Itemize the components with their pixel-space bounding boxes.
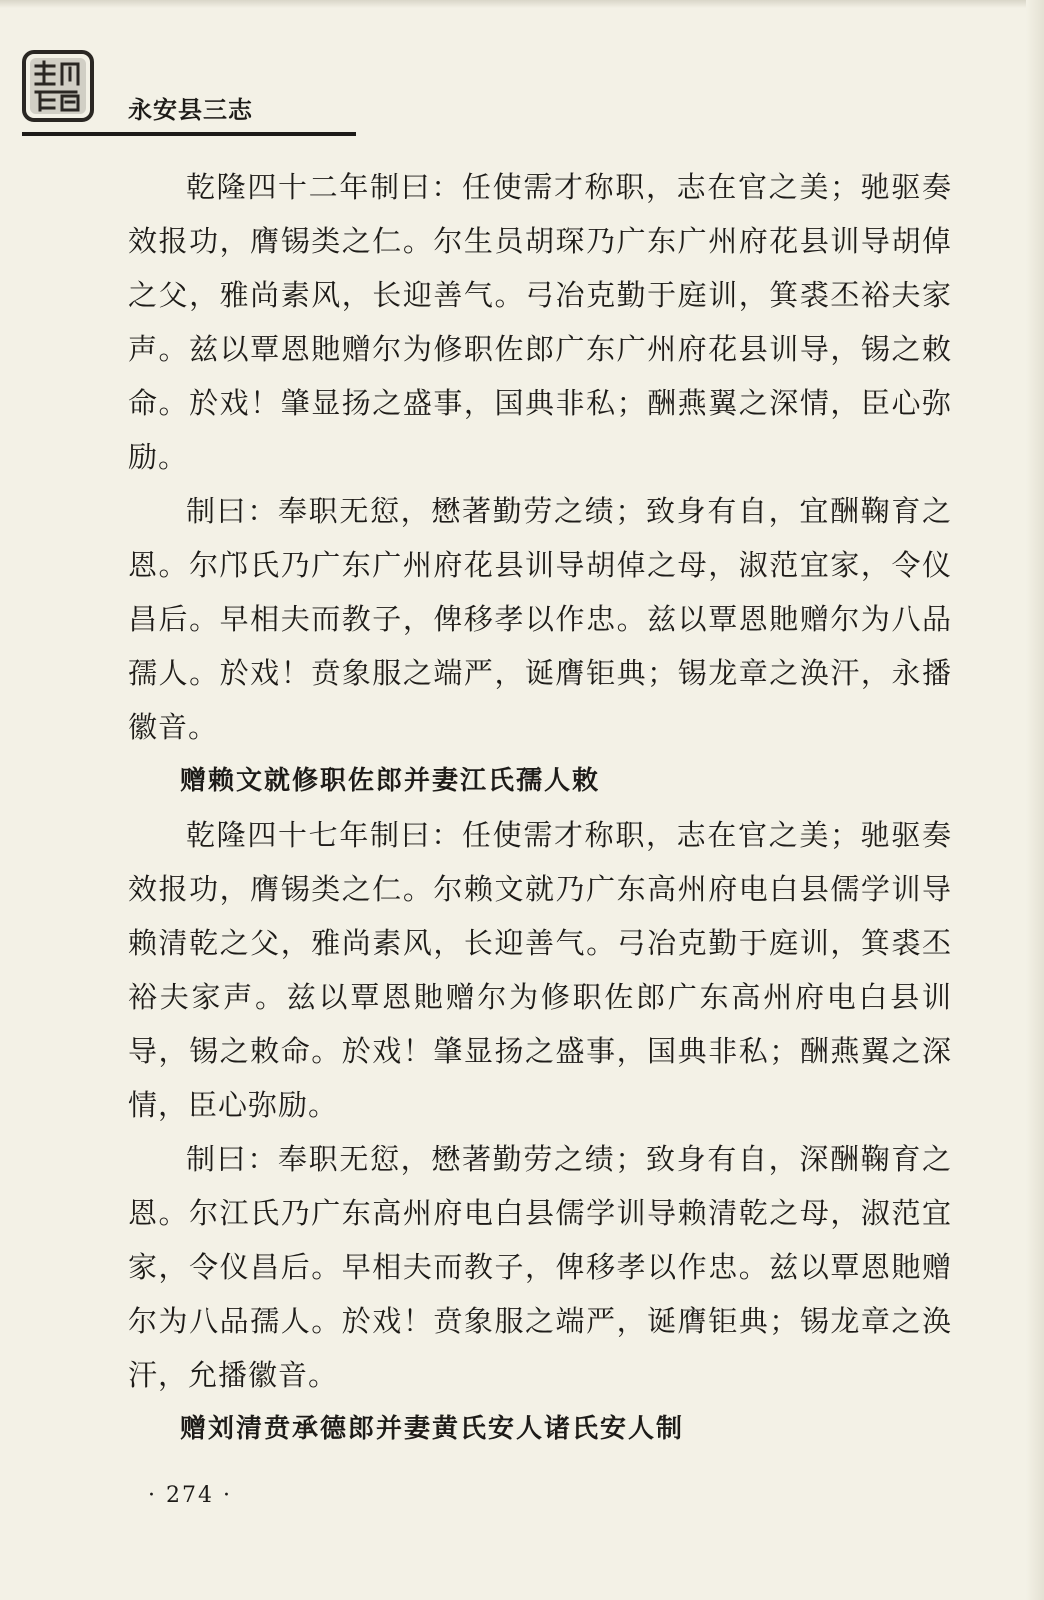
seal-logo-icon: [22, 50, 94, 122]
paragraph-3: 乾隆四十七年制曰：任使需才称职，志在官之美；驰驱奏效报功，膺锡类之仁。尔赖文就乃广东高州府电白县儒学训导赖清乾之父，雅尚素风，长迎善气。弓冶克勤于庭训，箕裘丕裕夫家声。兹以覃恩貤赠尔为修职佐郎广东高州府电白县训导，锡之敕命。於戏！肇显扬之盛事，国典非私；酬燕翼之深情，臣心弥励。: [128, 818, 952, 1122]
page-edge: [1026, 0, 1044, 1600]
paragraph-1: 乾隆四十二年制曰：任使需才称职，志在官之美；驰驱奏效报功，膺锡类之仁。尔生员胡琛乃广东广州府花县训导胡倬之父，雅尚素风，长迎善气。弓冶克勤于庭训，箕裘丕裕夫家声。兹以覃恩貤赠尔为修职佐郎广东广州府花县训导，锡之敕命。於戏！肇显扬之盛事，国典非私；酬燕翼之深情，臣心弥励。: [128, 170, 952, 474]
paragraph-4: 制曰：奉职无愆，懋著勤劳之绩；致身有自，深酬鞠育之恩。尔江氏乃广东高州府电白县儒学训导赖清乾之母，淑范宜家，令仪昌后。早相夫而教子，俾移孝以作忠。兹以覃恩貤赠尔为八品孺人。於戏！贲象服之端严，诞膺钜典；锡龙章之涣汗，允播徽音。: [128, 1142, 952, 1392]
running-header-title: 永安县三志: [128, 96, 253, 124]
paragraph-2: 制曰：奉职无愆，懋著勤劳之绩；致身有自，宜酬鞠育之恩。尔邝氏乃广东广州府花县训导胡倬之母，淑范宜家，令仪昌后。早相夫而教子，俾移孝以作忠。兹以覃恩貤赠尔为八品孺人。於戏！贲象服之端严，诞膺钜典；锡龙章之涣汗，永播徽音。: [128, 494, 952, 744]
section-heading-1: 赠赖文就修职佐郎并妻江氏孺人敕: [180, 766, 601, 796]
page-number: · 274 ·: [148, 1483, 232, 1508]
section-heading-2: 赠刘清贲承德郎并妻黄氏安人诸氏安人制: [180, 1414, 685, 1444]
page-body: [128, 160, 952, 1456]
header-rule: [22, 132, 356, 136]
page-edge: [0, 0, 1044, 8]
